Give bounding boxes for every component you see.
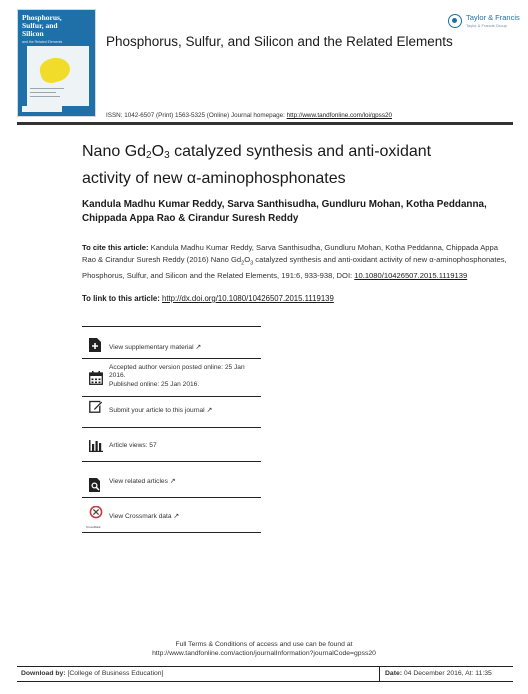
cover-line bbox=[30, 88, 64, 89]
publisher-tagline: Taylor & Francis Group bbox=[466, 23, 507, 28]
issn-line bbox=[106, 112, 392, 119]
journal-cover-image bbox=[17, 9, 96, 117]
journal-homepage-link[interactable]: http://www.tandfonline.com/loi/gpss20 bbox=[286, 112, 392, 119]
cover-footer bbox=[22, 106, 62, 112]
issn-text: ISSN: 1042-6507 (Print) 1563-5325 (Online) Journal homepage: bbox=[106, 112, 287, 119]
publication-dates bbox=[109, 364, 261, 389]
supplementary-material-link[interactable]: View supplementary material ↗︎ bbox=[109, 344, 202, 351]
article-link-label: To link to this article: bbox=[82, 294, 162, 303]
published-date: Published online: 25 Jan 2016. bbox=[109, 380, 200, 388]
terms-url[interactable]: http://www.tandfonline.com/action/journalInformation?journalCode=gpss20 bbox=[152, 650, 376, 657]
crossmark-icon bbox=[89, 506, 103, 523]
crossmark-link[interactable]: View Crossmark data ↗︎ bbox=[109, 513, 180, 520]
submit-article-link[interactable]: Submit your article to this journal ↗︎ bbox=[109, 407, 213, 414]
article-doi-url[interactable]: http://dx.doi.org/10.1080/10426507.2015.1119139 bbox=[162, 294, 334, 303]
document-search-icon bbox=[89, 478, 103, 492]
publisher-logo-icon bbox=[448, 14, 462, 28]
external-link-icon: ↗︎ bbox=[195, 344, 202, 351]
article-views-row bbox=[82, 427, 261, 461]
crossmark-row[interactable] bbox=[82, 497, 261, 533]
accepted-date: Accepted author version posted online: 25 Jan 2016. bbox=[109, 364, 245, 380]
journal-title: Phosphorus, Sulfur, and Silicon and the Related Elements bbox=[106, 34, 453, 49]
publisher-logo[interactable] bbox=[448, 13, 518, 35]
citation-block: To cite this article: Kandula Madhu Kumar Reddy, Sarva Santhisudha, Gundluru Mohan, Kotha Peddanna, Chippada Appa Rao & Cirandur Suresh Reddy (2016) Nano $Gd_2O_3$ catalyzed synthesis and anti-oxidant activity of new α-aminophosphonates, Phosphorus, Sulfur, and Silicon and the Related Elements, 191:6, 933-938, DOI: 10.1080/10426507.2015.1119139 bbox=[82, 243, 507, 280]
submit-article-row[interactable] bbox=[82, 396, 261, 427]
terms-note bbox=[0, 640, 528, 658]
cover-subtitle: and the Related Elements bbox=[22, 40, 63, 44]
download-info-bar bbox=[17, 666, 513, 682]
supplementary-material-row[interactable] bbox=[82, 326, 261, 358]
article-title: Nano $Gd_2O_3$ catalyzed synthesis and anti-oxidant activity of new α-aminophosphonates bbox=[82, 143, 432, 187]
cover-line bbox=[30, 92, 56, 93]
article-authors: Kandula Madhu Kumar Reddy, Sarva Santhisudha, Gundluru Mohan, Kotha Peddanna, Chippada Appa Rao & Cirandur Suresh Reddy bbox=[82, 199, 487, 224]
calendar-icon bbox=[89, 371, 103, 385]
cover-title: Phosphorus, Sulfur, and Silicon bbox=[22, 13, 62, 38]
article-link-line bbox=[82, 294, 334, 303]
article-views: Article views: 57 bbox=[109, 442, 157, 449]
download-by: Download by: [College of Business Education] bbox=[21, 670, 164, 677]
footer-divider bbox=[379, 667, 380, 681]
document-plus-icon bbox=[89, 338, 101, 352]
related-articles-link[interactable]: View related articles ↗︎ bbox=[109, 478, 176, 485]
publisher-name: Taylor & Francis bbox=[466, 13, 520, 22]
edit-pencil-icon bbox=[89, 399, 103, 413]
related-articles-row[interactable] bbox=[82, 461, 261, 497]
external-link-icon: ↗︎ bbox=[173, 513, 180, 520]
bar-chart-icon bbox=[89, 440, 103, 452]
external-link-icon: ↗︎ bbox=[206, 407, 213, 414]
external-link-icon: ↗︎ bbox=[169, 478, 176, 485]
citation-label: To cite this article: bbox=[82, 243, 149, 252]
cover-line bbox=[30, 96, 60, 97]
header-divider bbox=[17, 122, 513, 125]
terms-text: Full Terms & Conditions of access and use can be found at bbox=[175, 641, 353, 648]
crossmark-label: CrossMark bbox=[86, 525, 101, 529]
publication-dates-row bbox=[82, 358, 261, 396]
download-date: Date: 04 December 2016, At: 11:35 bbox=[385, 670, 492, 677]
doi-link[interactable]: 10.1080/10426507.2015.1119139 bbox=[354, 270, 468, 280]
article-actions-list bbox=[82, 326, 261, 533]
